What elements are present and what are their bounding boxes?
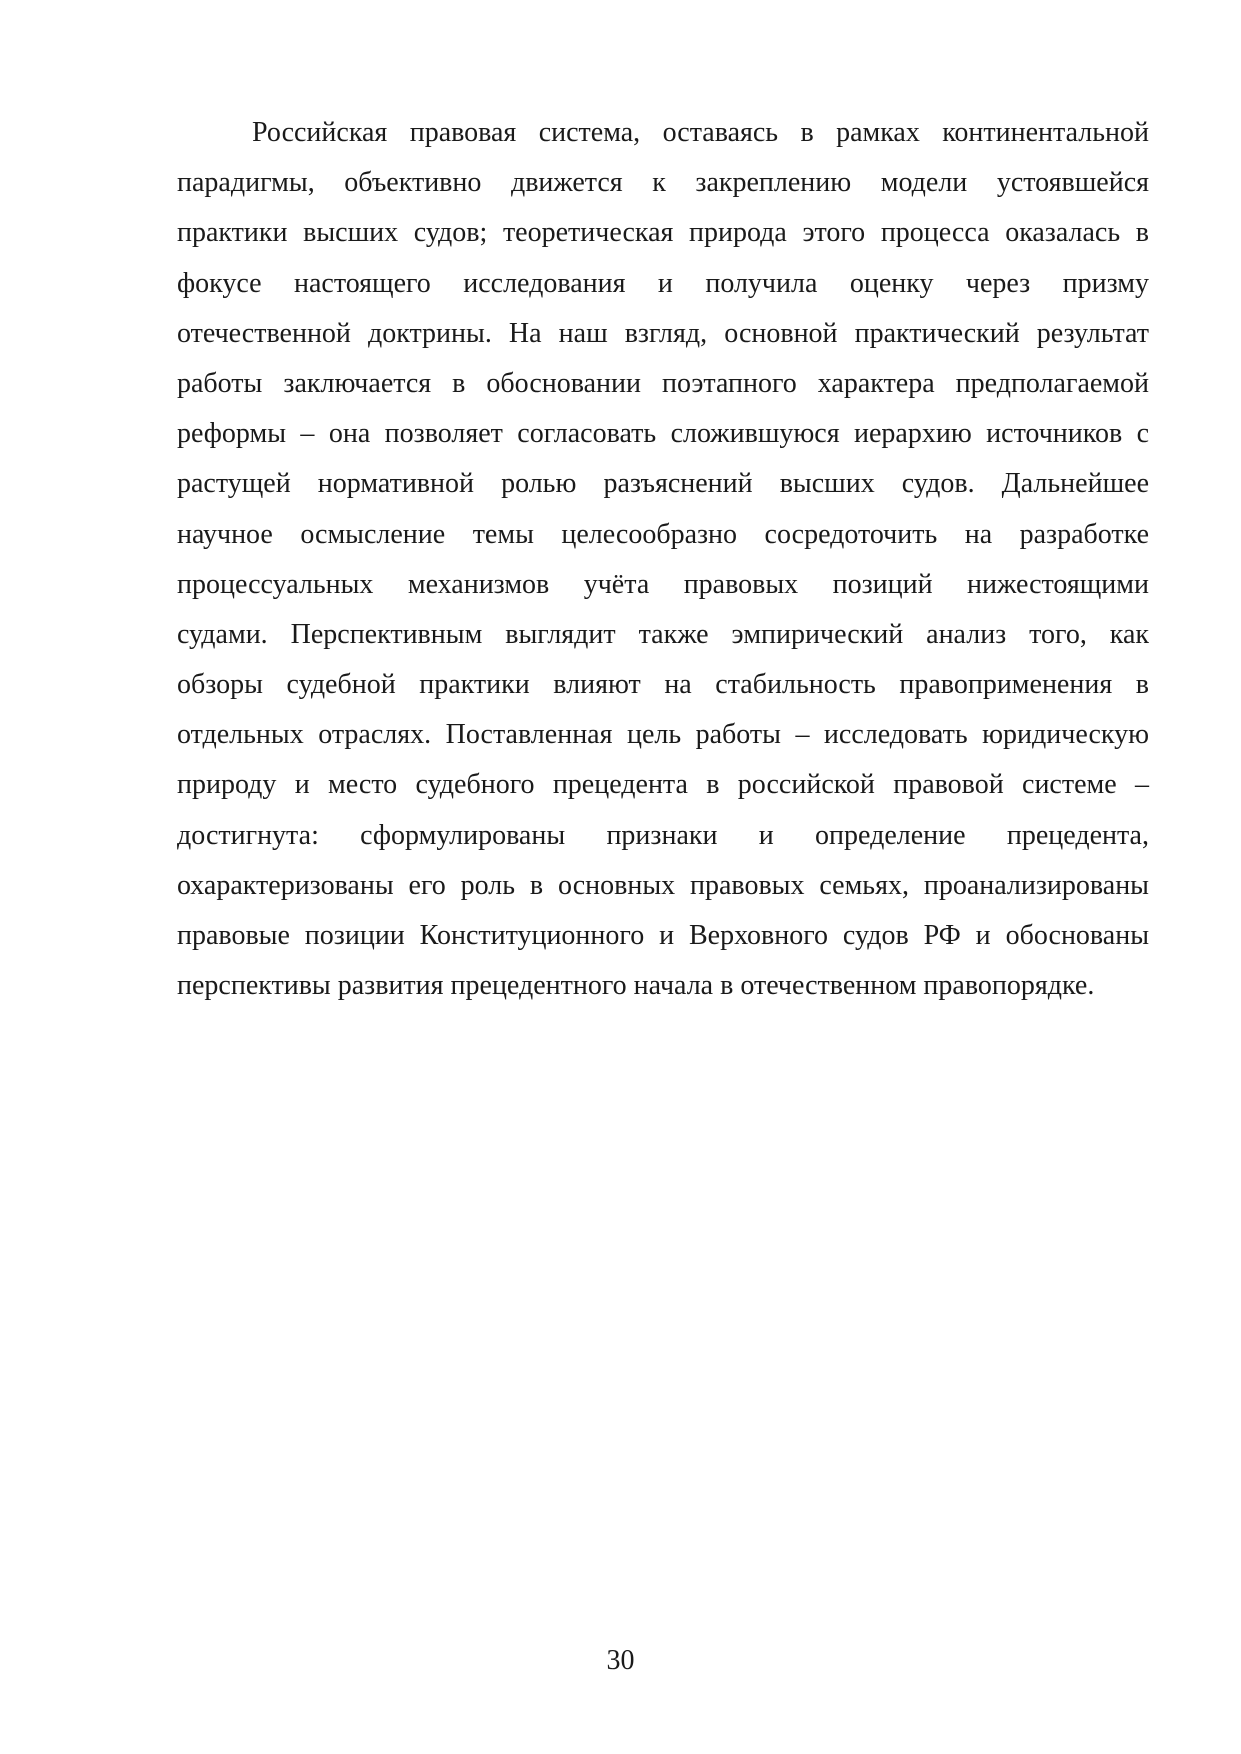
paragraph-line: Российская правовая система, оставаясь в рамках континентальной: [252, 117, 1149, 148]
paragraph-line: правовые позиции Конституционного и Верховного судов РФ и обоснованы: [177, 920, 1149, 951]
paragraph-line: практики высших судов; теоретическая природа этого процесса оказалась в: [177, 217, 1149, 249]
paragraph-line: растущей нормативной ролью разъяснений высших судов. Дальнейшее: [177, 468, 1149, 500]
paragraph-line: природу и место судебного прецедента в российской правовой системе –: [177, 769, 1149, 801]
paragraph-line: отечественной доктрины. На наш взгляд, основной практический результат: [177, 317, 1149, 349]
paragraph-line: отдельных отраслях. Поставленная цель работы – исследовать юридическую: [177, 719, 1149, 751]
paragraph-line: парадигмы, объективно движется к закреплению модели устоявшейся: [177, 167, 1149, 199]
page-number: 30: [606, 1645, 635, 1676]
body-paragraph: [177, 108, 1149, 1011]
paragraph-line: процессуальных механизмов учёта правовых позиций нижестоящими: [177, 568, 1149, 600]
paragraph-line: охарактеризованы его роль в основных правовых семьях, проанализированы: [177, 869, 1149, 901]
paragraph-line: достигнута: сформулированы признаки и определение прецедента,: [177, 819, 1149, 851]
paragraph-line: фокусе настоящего исследования и получила оценку через призму: [177, 267, 1149, 299]
paragraph-line: реформы – она позволяет согласовать сложившуюся иерархию источников с: [177, 418, 1149, 450]
paragraph-line: работы заключается в обосновании поэтапного характера предполагаемой: [177, 367, 1149, 399]
paragraph-line: судами. Перспективным выглядит также эмпирический анализ того, как: [177, 618, 1149, 650]
paragraph-line: обзоры судебной практики влияют на стабильность правоприменения в: [177, 669, 1149, 701]
paragraph-line: перспективы развития прецедентного начала в отечественном правопорядке.: [177, 970, 1095, 1002]
paragraph-line: научное осмысление темы целесообразно сосредоточить на разработке: [177, 518, 1149, 550]
